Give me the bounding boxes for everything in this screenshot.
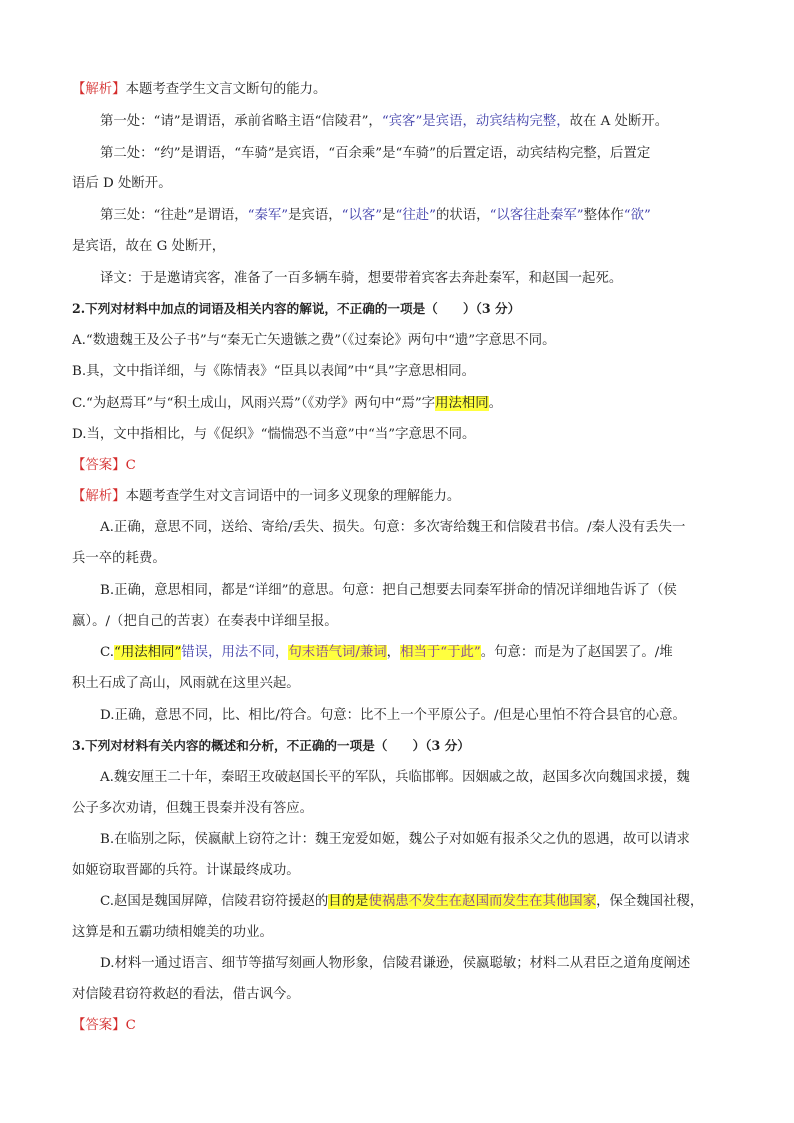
analysis-line: 第二处：“约”是谓语，“车骑”是宾语，“百余乘”是“车骑”的后置定语，动宾结构完整，后置定	[100, 146, 651, 161]
q3-option-a-cont: 公子多次劝请，但魏王畏秦并没有答应。	[72, 801, 314, 816]
q3-answer	[72, 1010, 692, 1041]
q2-explain-b: B.正确，意思相同，都是“详细”的意思。句意：把自己想要去同秦军拼命的情况详细地告诉了（侯	[100, 583, 677, 598]
text-run: 故在 A 处断开。	[569, 114, 669, 129]
q2-option-d: D.当，文中指相比，与《促织》“惴惴恐不当意”中“当”字意思不同。	[72, 427, 476, 442]
highlighted-text: 句末语气词/兼词	[288, 645, 387, 660]
analysis-paragraph-1	[72, 74, 692, 105]
text-run-colored: “往赴”	[395, 208, 437, 223]
text-run-colored: “宾客”是宾语，动宾结构完整，	[381, 114, 570, 129]
q3-option-c	[100, 886, 720, 917]
q2-option-a: A.“数遗魏王及公子书”与“秦无亡矢遗镞之费”（《过秦论》两句中“遗”字意思不同。	[72, 333, 556, 348]
highlighted-text: 用法相同	[435, 396, 489, 411]
analysis-line	[100, 200, 720, 231]
highlighted-text: 使祸患不发生在赵国而发生在其他国家	[368, 894, 597, 909]
q2-explain-d: D.正确，意思不同，比、相比/符合。句意：比不上一个平原公子。/但是心里怕不符合县官的心意。	[100, 708, 686, 723]
question-3-stem: 3.下列对材料有关内容的概述和分析，不正确的一项是（ ）（3 分）	[72, 738, 470, 753]
highlighted-text: “用法相同”	[114, 645, 182, 660]
analysis-tag: 【解析】	[72, 82, 126, 97]
text-run: C.“为赵焉耳”与“积土成山，风雨兴焉”（《劝学》两句中“焉”字	[72, 396, 436, 411]
text-run: 。	[488, 396, 503, 411]
text-run: ，	[386, 645, 401, 660]
text-run-colored: “以客往赴秦军”	[489, 208, 584, 223]
text-run: 整体作	[583, 208, 624, 223]
highlighted-text: 目的是	[328, 894, 369, 909]
analysis-line: 是宾语，故在 G 处断开，	[72, 239, 226, 254]
text-run: 是	[382, 208, 396, 223]
q3-option-d-cont: 对信陵君窃符救赵的看法，借古讽今。	[72, 987, 300, 1002]
q3-option-b: B.在临别之际，侯嬴献上窃符之计：魏王宠爱如姬，魏公子对如姬有报杀父之仇的恩遇，故可以请求	[100, 832, 690, 847]
text-run: C.	[100, 645, 115, 660]
analysis-line	[100, 106, 720, 137]
text-run: 第一处：“请”是谓语，承前省略主语“信陵君”，	[100, 114, 382, 129]
analysis-line: 语后 D 处断开。	[72, 176, 172, 191]
q2-explain-c-cont: 积土石成了高山，风雨就在这里兴起。	[72, 676, 300, 691]
q2-explain-c	[100, 637, 720, 668]
analysis-text: 本题考查学生对文言词语中的一词多义现象的理解能力。	[125, 489, 461, 504]
text-run-colored: 错误，用法不同，	[181, 645, 289, 660]
text-run: 的状语，	[436, 208, 490, 223]
q2-answer	[72, 450, 692, 481]
q2-explain-b-cont: 嬴）。/（把自己的苦衷）在奏表中详细呈报。	[72, 614, 338, 629]
answer-value: C	[125, 458, 136, 473]
q3-option-c-cont: 这算是和五霸功绩相媲美的功业。	[72, 925, 273, 940]
q3-option-b-cont: 如姬窃取晋鄙的兵符。计谋最终成功。	[72, 863, 300, 878]
q2-option-b: B.具，文中指详细，与《陈情表》“臣具以表闻”中“具”字意思相同。	[72, 364, 476, 379]
q2-explain-a-cont: 兵一卒的耗费。	[72, 551, 166, 566]
text-run-colored: “秦军”	[247, 208, 289, 223]
answer-tag: 【答案】	[72, 458, 126, 473]
text-run-colored: “以客”	[341, 208, 383, 223]
answer-tag: 【答案】	[72, 1018, 126, 1033]
text-run: 是宾语，	[288, 208, 342, 223]
text-run: 。句意：而是为了赵国罢了。/堆	[480, 645, 673, 660]
q2-explain-a: A.正确，意思不同，送给、寄给/丢失、损失。句意：多次寄给魏王和信陵君书信。/秦人没有丢失一	[100, 520, 686, 535]
analysis-tag: 【解析】	[72, 489, 126, 504]
text-run: ，保全魏国社稷，	[596, 894, 704, 909]
highlighted-text: 相当于“于此”	[400, 645, 481, 660]
q3-option-a: A.魏安厘王二十年，秦昭王攻破赵国长平的军队，兵临邯郸。因姻戚之故，赵国多次向魏国求援，魏	[100, 770, 690, 785]
q2-option-c	[72, 388, 692, 419]
text-run: C.赵国是魏国屏障，信陵君窃符援赵的	[100, 894, 329, 909]
q2-analysis	[72, 481, 692, 512]
text-run-colored: “欲”	[623, 208, 651, 223]
answer-value: C	[125, 1018, 136, 1033]
text-run: 第三处：“往赴”是谓语，	[100, 208, 248, 223]
translation-line: 译文：于是邀请宾客，准备了一百多辆车骑，想要带着宾客去奔赴秦军，和赵国一起死。	[100, 271, 623, 286]
q3-option-d: D.材料一通过语言、细节等描写刻画人物形象，信陵君谦逊，侯嬴聪敏；材料二从君臣之道角度阐述	[100, 956, 691, 971]
question-2-stem: 2.下列对材料中加点的词语及相关内容的解说，不正确的一项是（ ）（3 分）	[72, 301, 521, 316]
analysis-text: 本题考查学生文言文断句的能力。	[125, 82, 327, 97]
